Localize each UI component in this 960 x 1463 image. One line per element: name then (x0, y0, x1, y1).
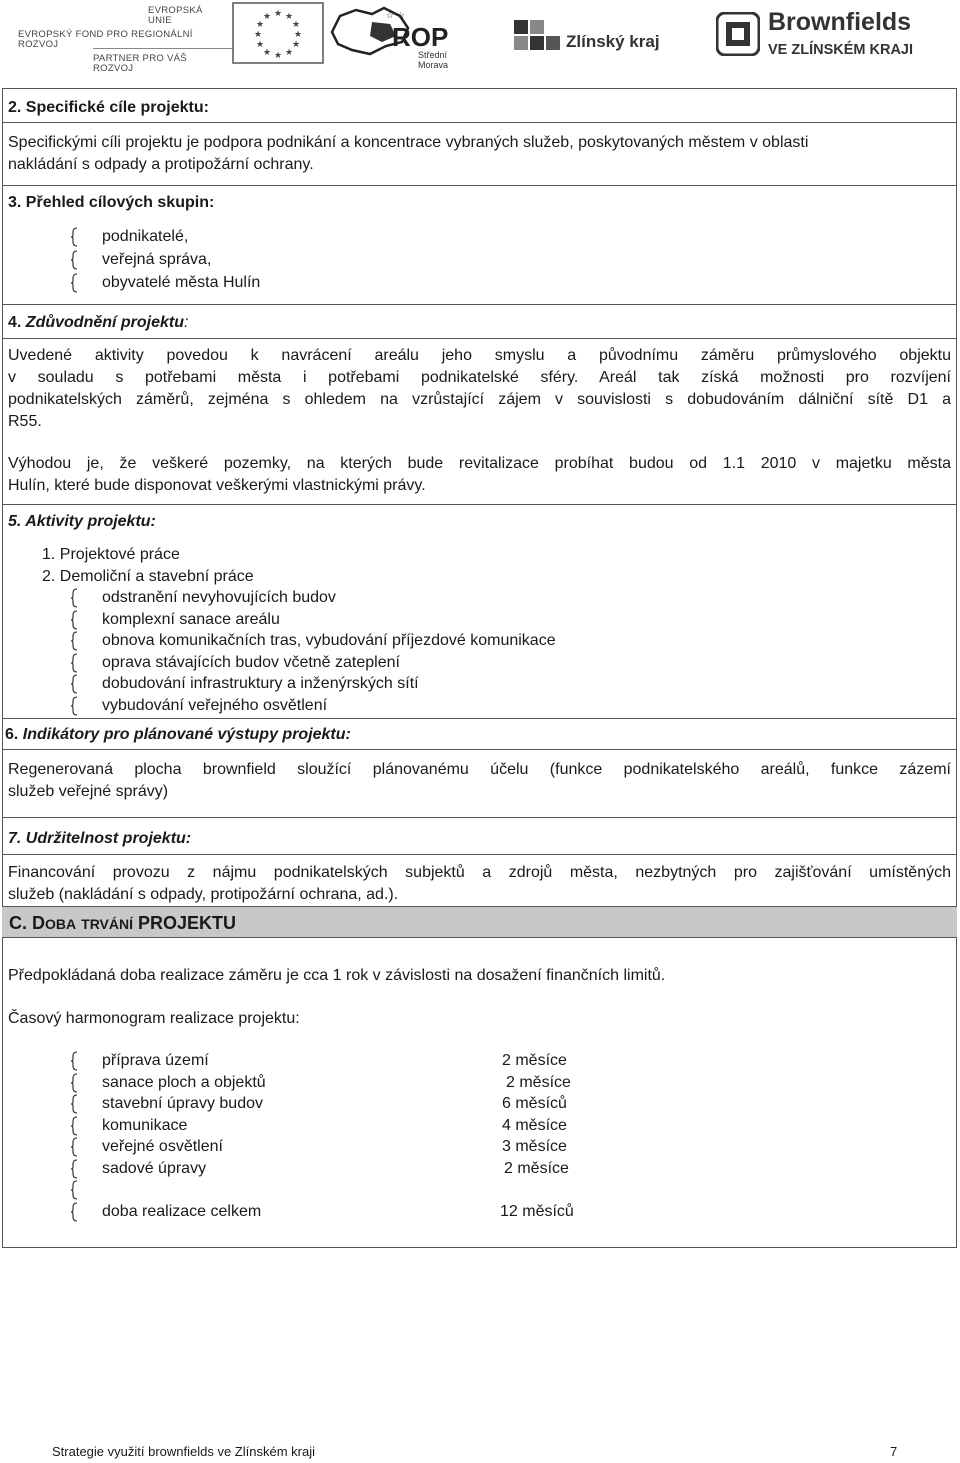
bullet-icon (70, 653, 80, 673)
bullet-icon (70, 610, 80, 630)
rop-logo (326, 2, 474, 70)
svg-text:★: ★ (262, 12, 272, 22)
page-header (0, 0, 960, 72)
svg-text:★: ★ (255, 40, 265, 50)
eu-flag-icon (232, 2, 324, 64)
target-group-item: obyvatelé města Hulín (102, 274, 261, 291)
duration-text: Předpokládaná doba realizace záměru je cca 1 rok v závislosti na dosažení finančních limitů. (8, 967, 666, 984)
heading-number: 4. (8, 314, 26, 331)
section-4-para-line: podnikatelských záměrů, zejména s ohledem na vzrůstající zájem v souvislosti s dobudováním dálniční sítě D1 a (8, 391, 951, 408)
schedule-duration: 12 měsíců (500, 1202, 574, 1220)
divider (2, 854, 957, 855)
svg-text:★: ★ (273, 51, 283, 61)
rop-title: ROP (392, 22, 449, 52)
activity-item: 1. Projektové práce (42, 546, 180, 563)
bullet-icon (70, 1180, 80, 1200)
brownfields-emblem-icon (716, 12, 760, 56)
section-c-header (2, 906, 957, 938)
section-7-text-line: Financování provozu z nájmu podnikatelských subjektů a zdrojů města, nezbytných pro zajišťování umístěných (8, 864, 951, 881)
section-3-heading: 3. Přehled cílových skupin: (8, 194, 215, 211)
heading-number: 6. (5, 726, 23, 743)
eu-logo-text (18, 4, 228, 74)
title-part: PROJEKTU (133, 913, 237, 933)
divider (2, 749, 957, 750)
brownfields-logo (716, 8, 916, 68)
bullet-icon (70, 1116, 80, 1136)
partner-label: PARTNER PRO VÁŠ ROZVOJ (93, 53, 187, 74)
heading-text: Indikátory pro plánované výstupy projektu: (22, 726, 351, 743)
footer-title: Strategie využití brownfields ve Zlínském kraji (52, 1444, 315, 1459)
bullet-icon (70, 1202, 80, 1222)
svg-text:★: ★ (255, 20, 265, 30)
activity-subitem: oprava stávajících budov včetně zateplení (102, 653, 400, 671)
bullet-icon (70, 674, 80, 694)
rop-subtitle: Střední Morava (418, 50, 449, 70)
svg-text:★: ★ (262, 48, 272, 58)
schedule-task: sanace ploch a objektů (102, 1073, 266, 1091)
region-emblem-icon (514, 20, 560, 50)
bullet-icon (70, 273, 80, 293)
erdf-label: EVROPSKÝ FOND PRO REGIONÁLNÍ ROZVOJ (18, 29, 193, 50)
activity-subitem: komplexní sanace areálu (102, 610, 280, 628)
page-number: 7 (890, 1444, 898, 1459)
activity-subitem: obnova komunikačních tras, vybudování příjezdové komunikace (102, 632, 556, 649)
schedule-duration: 2 měsíce (504, 1159, 569, 1177)
divider (2, 122, 957, 123)
section-7-text-line: služeb (nakládání s odpady, protipožární ochrana, ad.). (8, 886, 399, 903)
section-6-heading (5, 724, 351, 746)
divider (2, 718, 957, 719)
schedule-duration: 3 měsíce (502, 1138, 567, 1155)
title-part: C. D (9, 913, 45, 933)
target-group-item: veřejná správa, (102, 251, 212, 268)
divider (2, 504, 957, 505)
svg-text:★: ★ (293, 30, 303, 40)
svg-text:★: ★ (291, 20, 301, 30)
activity-subitem: dobudování infrastruktury a inženýrských sítí (102, 675, 419, 692)
bullet-icon (70, 1073, 80, 1093)
zlin-region-logo (514, 18, 664, 58)
divider (2, 338, 957, 339)
bullet-icon (70, 631, 80, 651)
target-group-item: podnikatelé, (102, 228, 189, 245)
heading-text: Zdůvodnění projektu (25, 314, 185, 331)
heading-colon: : (184, 314, 189, 331)
divider (2, 817, 957, 818)
schedule-task: příprava území (102, 1052, 209, 1069)
schedule-task: sadové úpravy (102, 1159, 207, 1177)
section-4-heading (8, 312, 188, 334)
svg-text:★: ★ (291, 40, 301, 50)
section-4-para-line: Uvedené aktivity povedou k navrácení areálu jeho smyslu a původnímu záměru průmyslového objektu (8, 347, 951, 364)
divider (2, 304, 957, 305)
bullet-icon (70, 1137, 80, 1157)
activity-item: 2. Demoliční a stavební práce (42, 568, 254, 585)
schedule-task: doba realizace celkem (102, 1202, 262, 1220)
section-4-para-line: Výhodou je, že veškeré pozemky, na kterých bude revitalizace probíhat budou od 1.1 2010 v majetku města (8, 455, 951, 472)
section-6-text-line: služeb veřejné správy) (8, 783, 169, 800)
title-part: TRVÁNÍ (81, 916, 133, 932)
schedule-duration: 2 měsíce (502, 1052, 567, 1069)
svg-text:☆ ☆: ☆ ☆ (386, 11, 405, 21)
bullet-icon (70, 696, 80, 716)
bullet-icon (70, 227, 80, 247)
activity-subitem: vybudování veřejného osvětlení (102, 696, 328, 714)
section-4-para-line: v souladu s potřebami města i potřebami podnikatelské sféry. Areál tak získá možnosti pro rozvíjení (8, 369, 951, 386)
schedule-task: komunikace (102, 1116, 188, 1134)
brownfields-subtitle: VE ZLÍNSKÉM KRAJI (768, 42, 914, 58)
bullet-icon (70, 1051, 80, 1071)
bullet-icon (70, 250, 80, 270)
svg-text:★: ★ (273, 9, 283, 19)
section-5-heading: 5. Aktivity projektu: (8, 513, 156, 530)
eu-union-label: EVROPSKÁ UNIE (148, 5, 203, 26)
bullet-icon (70, 588, 80, 608)
section-4-para-line: R55. (8, 413, 42, 430)
schedule-task: veřejné osvětlení (102, 1138, 223, 1155)
bullet-icon (70, 1159, 80, 1179)
region-name: Zlínský kraj (566, 32, 660, 51)
schedule-duration: 4 měsíce (502, 1116, 567, 1134)
section-6-text-line: Regenerovaná plocha brownfield sloužící plánovanému účelu (funkce podnikatelského areálů, funkce zázemí (8, 761, 951, 778)
schedule-heading: Časový harmonogram realizace projektu: (8, 1010, 300, 1027)
divider (2, 185, 957, 186)
schedule-task: stavební úpravy budov (102, 1095, 263, 1112)
section-4-para-line: Hulín, které bude disponovat veškerými vlastnickými právy. (8, 477, 426, 494)
schedule-duration: 2 měsíce (506, 1073, 571, 1091)
section-7-heading: 7. Udržitelnost projektu: (8, 830, 192, 847)
section-2-text-line: Specifickými cíli projektu je podpora podnikání a koncentrace vybraných služeb, poskytovaných městem v oblasti (8, 134, 809, 151)
schedule-duration: 6 měsíců (502, 1095, 567, 1112)
activity-subitem: odstranění nevyhovujících budov (102, 589, 336, 606)
svg-text:★: ★ (284, 48, 294, 58)
section-2-heading: 2. Specifické cíle projektu: (8, 99, 209, 116)
section-2-text-line: nakládání s odpady a protipožární ochrany. (8, 156, 314, 173)
bullet-icon (70, 1094, 80, 1114)
title-part: OBA (45, 916, 77, 932)
svg-text:★: ★ (284, 12, 294, 22)
brownfields-title: Brownfields (768, 8, 912, 36)
section-c-title (9, 913, 236, 934)
divider (93, 48, 243, 49)
svg-text:★: ★ (253, 30, 263, 40)
